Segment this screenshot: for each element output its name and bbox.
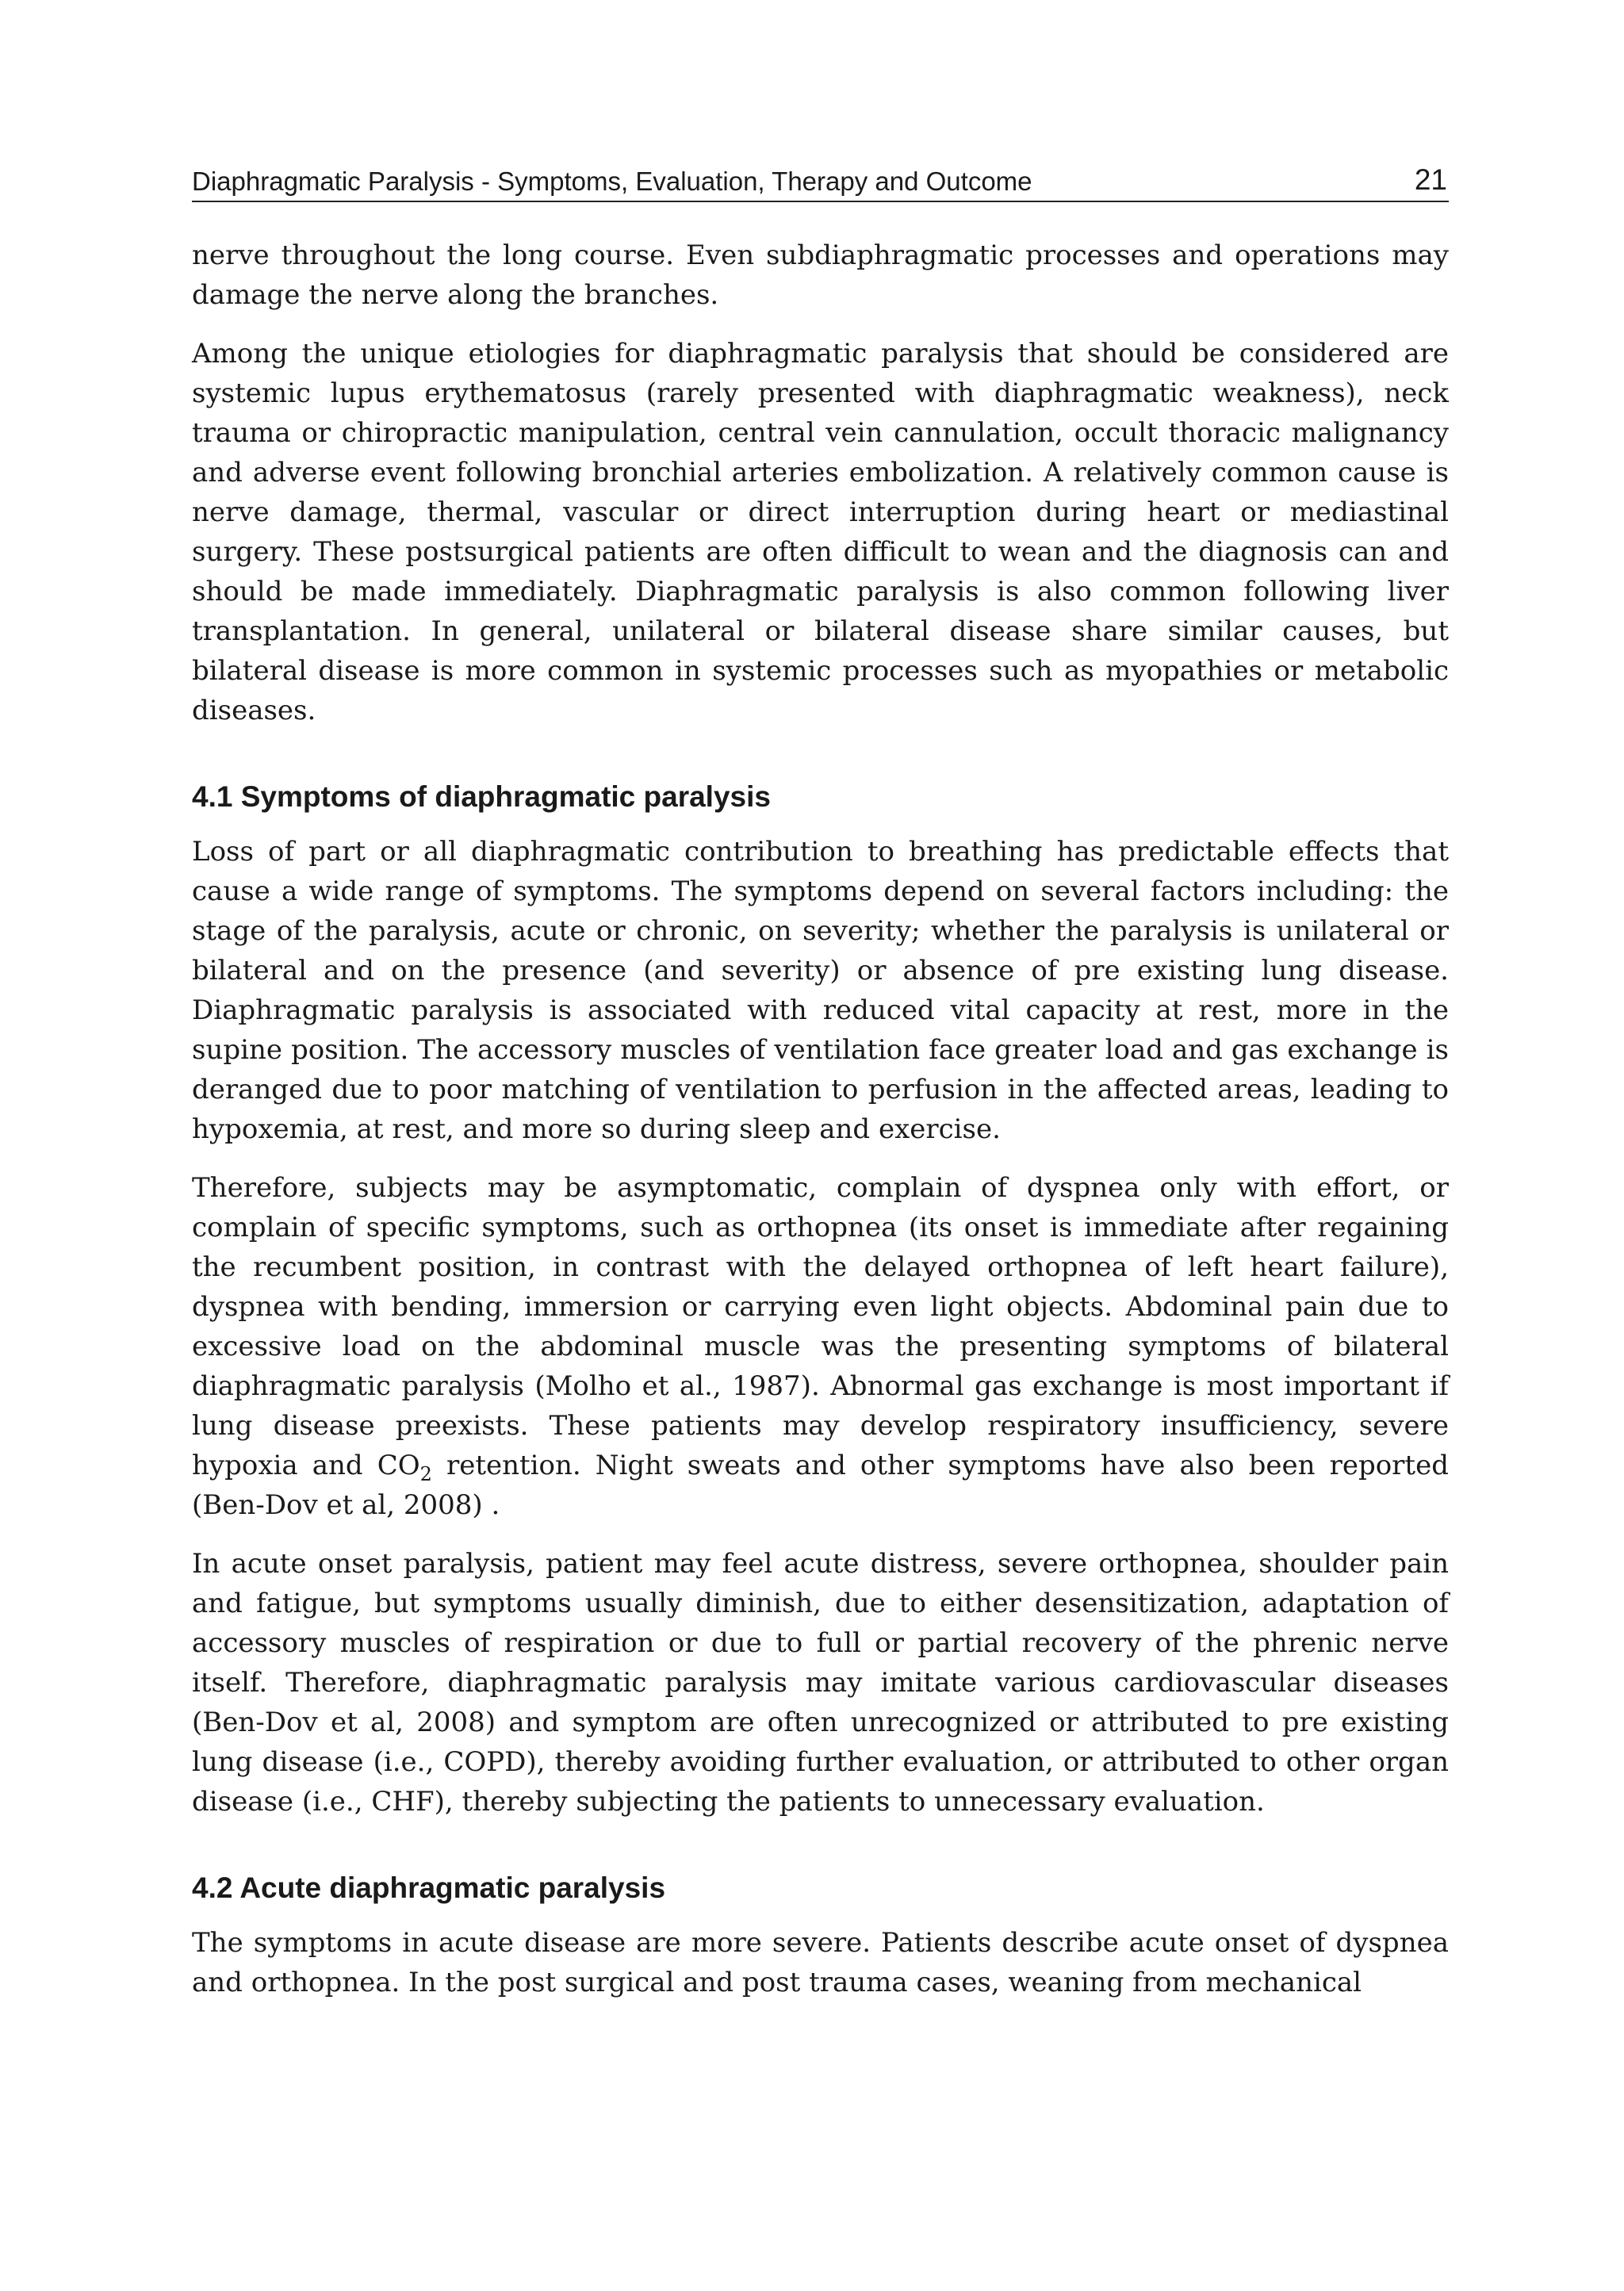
section-heading-acute: 4.2 Acute diaphragmatic paralysis xyxy=(192,1871,666,1904)
text-run: Therefore, subjects may be asymptomatic, complain of dyspnea only with effort, or complain of specific symptoms, such as orthopnea (its onset is immediate after regaining the recumbent position, in contrast with the delayed orthopnea of left heart failure), dyspnea with bending, immersion or carrying even light objects. Abdominal pain due to excessive load on the abdominal muscle was the presenting symptoms of bilateral diaphragmatic paralysis (Molho et al., 1987). Abnormal gas exchange is most important if lung disease preexists. These patients may develop respiratory insufficiency, severe hypoxia and CO xyxy=(192,1172,1449,1481)
paragraph-etiologies: Among the unique etiologies for diaphragmatic paralysis that should be considered are systemic lupus erythematosus (rarely presented with diaphragmatic weakness), neck trauma or chiropractic manipulation, central vein cannulation, occult thoracic malignancy and adverse event following bronchial arteries embolization. A relatively common cause is nerve damage, thermal, vascular or direct interruption during heart or mediastinal surgery. These postsurgical patients are often difficult to wean and the diagnosis can and should be made immediately. Diaphragmatic paralysis is also common following liver transplantation. In general, unilateral or bilateral disease share similar causes, but bilateral disease is more common in systemic processes such as myopathies or metabolic diseases. xyxy=(192,338,1449,726)
paragraph-symptoms-overview: Loss of part or all diaphragmatic contribution to breathing has predictable effects that cause a wide range of symptoms. The symptoms depend on several factors including: the stage of the paralysis, acute or chronic, on severity; whether the paralysis is unilateral or bilateral and on the presence (and severity) or absence of pre existing lung disease. Diaphragmatic paralysis is associated with reduced vital capacity at rest, more in the supine position. The accessory muscles of ventilation face greater load and gas exchange is deranged due to poor matching of ventilation to perfusion in the affected areas, leading to hypoxemia, at rest, and more so during sleep and exercise. xyxy=(192,836,1449,1145)
page-number: 21 xyxy=(1414,163,1447,196)
body-text xyxy=(192,236,1449,2021)
section-heading-symptoms: 4.1 Symptoms of diaphragmatic paralysis xyxy=(192,780,771,813)
paragraph-continuation: nerve throughout the long course. Even subdiaphragmatic processes and operations may damage the nerve along the branches. xyxy=(192,239,1449,311)
running-header-title: Diaphragmatic Paralysis - Symptoms, Evaluation, Therapy and Outcome xyxy=(192,167,1032,196)
running-header xyxy=(192,161,1449,202)
paragraph-symptoms-specific xyxy=(192,1168,1449,1525)
paragraph-acute-onset: In acute onset paralysis, patient may feel acute distress, severe orthopnea, shoulder pain and fatigue, but symptoms usually diminish, due to either desensitization, adaptation of accessory muscles of respiration or due to full or partial recovery of the phrenic nerve itself. Therefore, diaphragmatic paralysis may imitate various cardiovascular diseases (Ben-Dov et al, 2008) and symptom are often unrecognized or attributed to pre existing lung disease (i.e., COPD), thereby avoiding further evaluation, or attributed to other organ disease (i.e., CHF), thereby subjecting the patients to unnecessary evaluation. xyxy=(192,1548,1449,1818)
subscript-two: 2 xyxy=(419,1462,432,1485)
paragraph-acute-disease: The symptoms in acute disease are more severe. Patients describe acute onset of dyspnea and orthopnea. In the post surgical and post trauma cases, weaning from mechanical xyxy=(192,1927,1449,1998)
text-run: retention. Night sweats and other symptoms have also been reported (Ben-Dov et al, 2008) . xyxy=(192,1450,1449,1521)
